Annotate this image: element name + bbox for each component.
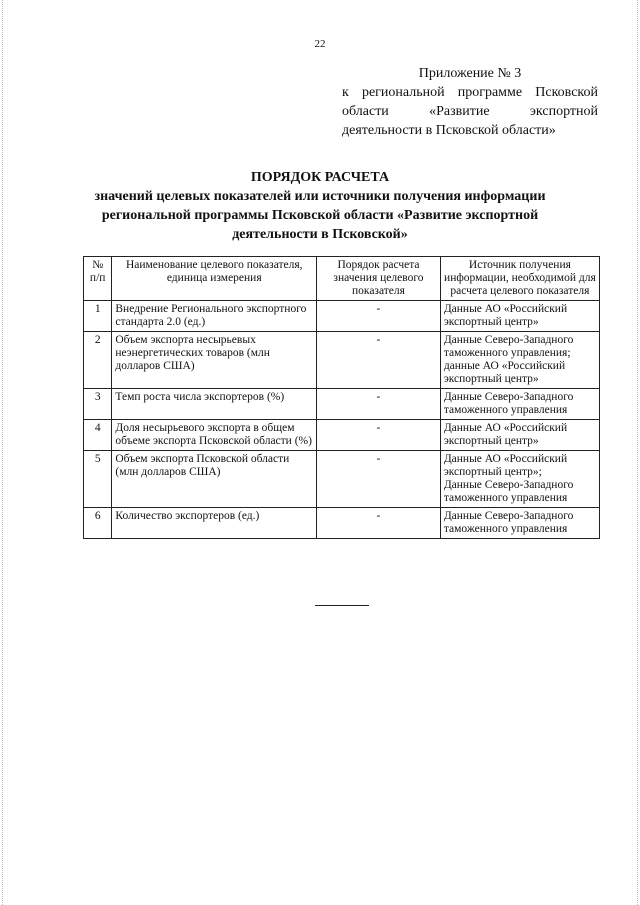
table-row <box>84 508 600 539</box>
row-method: - <box>317 451 441 508</box>
appendix-title: Приложение № 3 <box>418 66 522 81</box>
row-method: - <box>317 389 441 420</box>
row-num: 5 <box>84 451 112 508</box>
indicators-table <box>83 256 600 539</box>
row-source <box>440 420 599 451</box>
heading-line-1: ПОРЯДОК РАСЧЕТА <box>250 170 390 185</box>
row-name: Объем экспорта несырьевых неэнергетических товаров (млн долларов США) <box>112 332 317 389</box>
header-source: Источник получения информации, необходимой для расчета целевого показателя <box>440 257 599 301</box>
row-source-line: Данные АО «Российский экспортный центр» <box>443 422 568 447</box>
row-num: 3 <box>84 389 112 420</box>
row-num: 1 <box>84 301 112 332</box>
table-row <box>84 420 600 451</box>
appendix-line-2: области «Развитие экспортной <box>342 104 598 119</box>
row-source-line: Данные АО «Российский экспортный центр»; <box>443 453 568 478</box>
row-num: 2 <box>84 332 112 389</box>
row-name: Темп роста числа экспортеров (%) <box>112 389 317 420</box>
row-source-line: Данные АО «Российский экспортный центр» <box>443 303 568 328</box>
row-method: - <box>317 332 441 389</box>
row-num: 4 <box>84 420 112 451</box>
table-row <box>84 301 600 332</box>
table-header-row <box>84 257 600 301</box>
appendix-block <box>342 64 598 140</box>
row-method: - <box>317 420 441 451</box>
row-source <box>440 451 599 508</box>
row-name: Доля несырьевого экспорта в общем объеме экспорта Псковской области (%) <box>112 420 317 451</box>
row-name: Количество экспортеров (ед.) <box>112 508 317 539</box>
row-source-line: Данные Северо-Западного таможенного управления <box>443 479 574 504</box>
row-method: - <box>317 508 441 539</box>
end-separator-line <box>315 605 369 606</box>
scan-edge-left <box>2 0 3 905</box>
row-source <box>440 301 599 332</box>
document-heading <box>60 168 580 244</box>
appendix-line-1: к региональной программе Псковской <box>342 85 598 100</box>
scan-edge-right <box>637 0 638 905</box>
row-method: - <box>317 301 441 332</box>
row-name: Объем экспорта Псковской области (млн долларов США) <box>112 451 317 508</box>
row-source-line: Данные Северо-Западного таможенного управления <box>443 510 574 535</box>
appendix-line-3: деятельности в Псковской области» <box>342 123 556 138</box>
table-row <box>84 332 600 389</box>
row-name: Внедрение Регионального экспортного стандарта 2.0 (ед.) <box>112 301 317 332</box>
heading-line-4: деятельности в Псковской» <box>232 227 408 242</box>
heading-line-2: значений целевых показателей или источники получения информации <box>94 189 546 204</box>
header-num: № п/п <box>84 257 112 301</box>
row-source-line: Данные Северо-Западного таможенного управления; <box>443 334 574 359</box>
header-method: Порядок расчета значения целевого показателя <box>317 257 441 301</box>
table-row <box>84 451 600 508</box>
row-source <box>440 508 599 539</box>
row-source-line: Данные Северо-Западного таможенного управления <box>443 391 574 416</box>
heading-line-3: региональной программы Псковской области «Развитие экспортной <box>101 208 539 223</box>
row-source <box>440 332 599 389</box>
row-source <box>440 389 599 420</box>
header-name: Наименование целевого показателя, единица измерения <box>112 257 317 301</box>
page-number: 22 <box>314 38 326 50</box>
row-source-line: данные АО «Российский экспортный центр» <box>443 360 566 385</box>
table-row <box>84 389 600 420</box>
row-num: 6 <box>84 508 112 539</box>
